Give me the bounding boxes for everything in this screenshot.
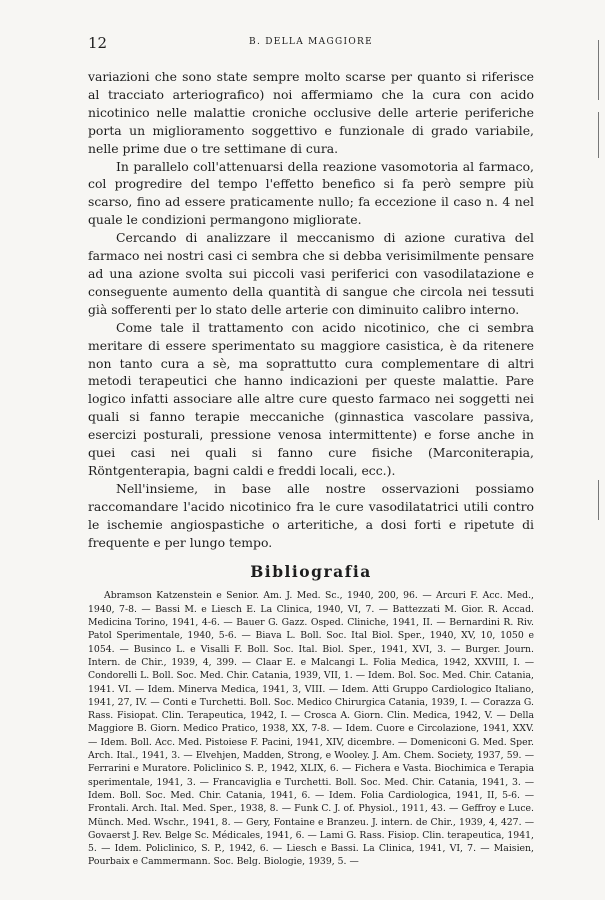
page-header [88, 34, 534, 54]
paragraph: In parallelo coll'attenuarsi della reazione vasomotoria al farmaco, col progredire del tempo l'effetto benefico si fa però sempre più scarso, fino ad essere praticamente nullo; fa eccezione il caso n. 4 nel quale le condizioni permangono migliorate. [88, 158, 534, 228]
paragraph: variazioni che sono state sempre molto scarse per quanto si riferisce al tracciato arteriografico) noi affermiamo che la cura con acido nicotinico nelle malattie croniche occlusive delle arterie periferiche porta un miglioramento soggettivo e funzionale di grado variabile, nelle prime due o tre settimane di cura. [88, 69, 534, 156]
paragraph: Come tale il trattamento con acido nicotinico, che ci sembra meritare di essere sperimentato su maggiore casistica, è da ritenere non tanto cura a sè, ma soprattutto cura complementare di altri metodi terapeutici che hanno indicazioni per queste malattie. Pare logico infatti associare alle altre cure questo farmaco nei soggetti nei quali si fanno terapie meccaniche (ginnastica vascolare passiva, esercizi posturali, pressione venosa intermittente) e forse anche in quei casi nei quali si fanno cure fisiche (Marconiterapia, Röntgenterapia, bagni caldi e freddi locali, ecc.). [88, 319, 534, 478]
running-head: B. DELLA MAGGIORE [249, 37, 373, 47]
page-edge-mark [598, 40, 599, 100]
page-number: 12 [88, 34, 108, 52]
paragraph: Cercando di analizzare il meccanismo di azione curativa del farmaco nei nostri casi ci sembra che si debba verisimilmente pensare ad una azione svolta sui piccoli vasi periferici con vasodilatazione e conseguente aumento della quantità di sangue che circola nei tessuti già sofferenti per lo stato delle arterie con diminuito calibro interno. [88, 230, 534, 317]
page [88, 34, 534, 869]
body-text [88, 68, 534, 551]
bibliography-text: Abramson Katzenstein e Senior. Am. J. Med. Sc., 1940, 200, 96. — Arcuri F. Acc. Med., 1940, 7-8. — Bassi M. e Liesch E. La Clinica, 1940, VI, 7. — Battezzati M. Gior. R. Accad. Medicina Torino, 1941, 4-6. — Bauer G. Gazz. Osped. Cliniche, 1941, II. — Bernardini R. Riv. Patol Sperimentale, 1940, 5-6. — Biava L. Boll. Soc. Ital Biol. Sper., 1940, XV, 10, 1050 e 1054. — Businco L. e Visalli F. Boll. Soc. Ital. Biol. Sper., 1941, XVI, 3. — Burger. Journ. Intern. de Chir., 1939, 4, 399. — Claar E. e Malcangi L. Folia Medica, 1942, XXVIII, I. — Condorelli L. Boll. Soc. Med. Chir. Catania, 1939, VII, 1. — Idem. Bol. Soc. Med. Chir. Catania, 1941. VI. — Idem. Minerva Medica, 1941, 3, VIII. — Idem. Atti Gruppo Cardiologico Italiano, 1941, 27, IV. — Conti e Turchetti. Boll. Soc. Medico Chirurgica Catania, 1939, I. — Corazza G. Rass. Fisiopat. Clin. Terapeutica, 1942, I. — Crosca A. Giorn. Clin. Medica, 1942, V. — Della Maggiore B. Giorn. Medico Pratico, 1938, XX, 7-8. — Idem. Cuore e Circolazione, 1941, XXV. — Idem. Boll. Acc. Med. Pistoiese F. Pacini, 1941, XIV, dicembre. — Domeniconi G. Med. Sper. Arch. Ital., 1941, 3. — Elvehjen, Madden, Strong, e Wooley. J. Am. Chem. Society, 1937, 59. — Ferrarini e Muratore. Policlinico S. P., 1942, XLIX, 6. — Fichera e Vasta. Biochimica e Terapia sperimentale, 1941, 3. — Francaviglia e Turchetti. Boll. Soc. Med. Chir. Catania, 1941, 3. — Idem. Boll. Soc. Med. Chir. Catania, 1941, 6. — Idem. Folia Cardiologica, 1941, II, 5-6. — Frontali. Arch. Ital. Med. Sper., 1938, 8. — Funk C. J. of. Physiol., 1911, 43. — Geffroy e Luce. Münch. Med. Wschr., 1941, 8. — Gery, Fontaine e Branzeu. J. intern. de Chir., 1939, 4, 427. — Govaerst J. Rev. Belge Sc. Médicales, 1941, 6. — Lami G. Rass. Fisiop. Clin. terapeutica, 1941, 5. — Idem. Policlinico, S. P., 1942, 6. — Liesch e Bassi. La Clinica, 1941, VI, 7. — Maisien, Pourbaix e Cammermann. Soc. Belg. Biologie, 1939, 5. — [88, 590, 534, 868]
bibliography-title: Bibliografia [250, 562, 372, 582]
paragraph: Nell'insieme, in base alle nostre osservazioni possiamo raccomandare l'acido nicotinico fra le cure vasodilatatrici utili contro le ischemie angiospastiche o arteritiche, a dosi forti e ripetute di frequente e per lungo tempo. [88, 480, 534, 550]
page-edge-mark [598, 480, 599, 520]
page-edge-mark [598, 112, 599, 158]
